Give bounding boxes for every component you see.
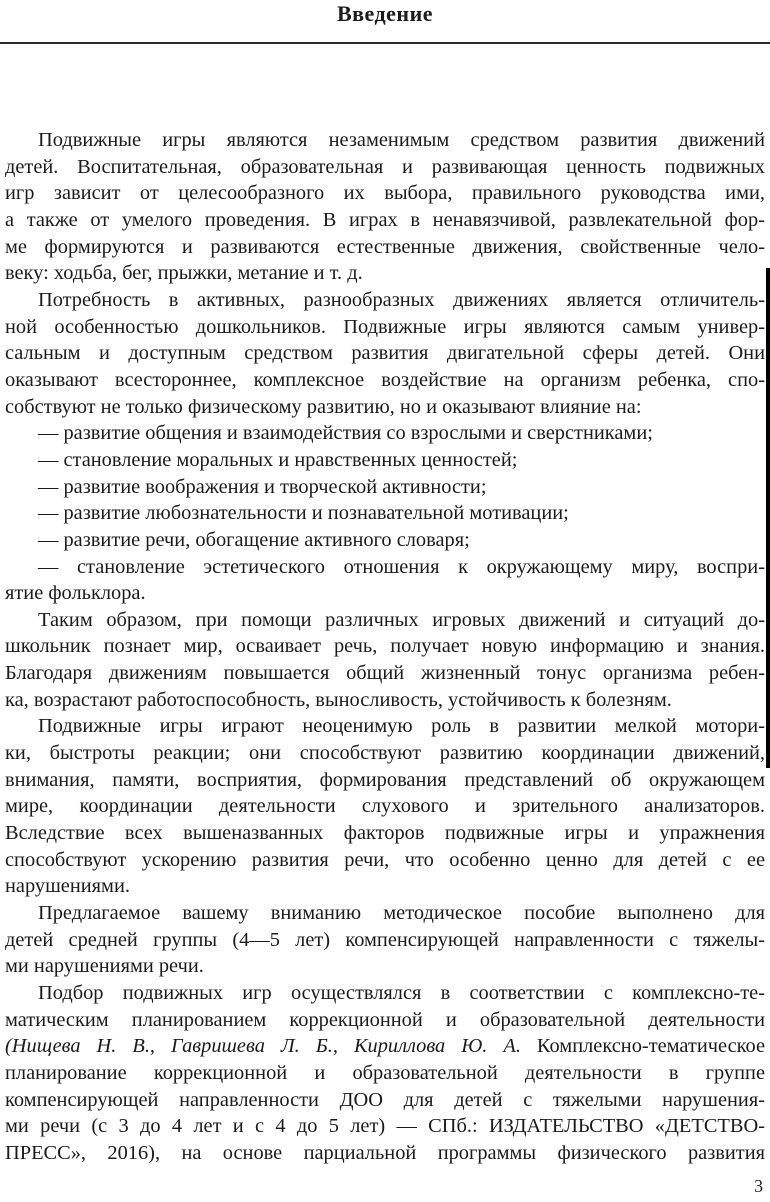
- text-run: — развитие любознательности и познавательной мотивации;: [38, 502, 569, 525]
- text-run: Потребность в активных, разнообразных движениях является отличитель-: [38, 288, 765, 311]
- text-run: — развитие речи, обогащение активного словаря;: [38, 528, 470, 551]
- text-run: игр зависит от целесообразного их выбора, правильного руководства ими,: [5, 182, 765, 205]
- text-line: [5, 367, 765, 394]
- text-line: [5, 1060, 765, 1087]
- text-line: [5, 607, 765, 634]
- text-line: [5, 260, 765, 287]
- paragraph: [5, 900, 765, 980]
- text-run: — развитие воображения и творческой активности;: [38, 475, 487, 498]
- text-run: Подвижные игры играют неоценимую роль в развитии мелкой мотори-: [38, 715, 765, 738]
- paragraph: [5, 527, 765, 554]
- text-line: [5, 847, 765, 874]
- text-run: ной особенностью дошкольников. Подвижные игры являются самым универ-: [5, 315, 765, 338]
- text-run: а также от умелого проведения. В играх в ненавязчивой, развлекательной фор-: [5, 208, 765, 231]
- text-run: ятие фольклора.: [5, 582, 146, 605]
- text-line: [5, 980, 765, 1007]
- text-line: [5, 660, 765, 687]
- text-line: [5, 180, 765, 207]
- paragraph: [5, 287, 765, 420]
- text-line: [5, 793, 765, 820]
- scan-artifact-bar: [766, 268, 770, 768]
- text-run: сальным и доступным средством развития двигательной сферы детей. Они: [5, 342, 765, 365]
- text-line: [5, 633, 765, 660]
- text-run: способствуют ускорению развития речи, что особенно ценно для детей с ее: [5, 848, 765, 871]
- text-line: [5, 527, 765, 554]
- text-line: [5, 287, 765, 314]
- text-line: [5, 554, 765, 581]
- text-line: [5, 234, 765, 261]
- text-line: [5, 474, 765, 501]
- text-line: [5, 1087, 765, 1114]
- text-run: веку: ходьба, бег, прыжки, метание и т. д.: [5, 262, 363, 285]
- text-line: [5, 1007, 765, 1034]
- text-body: [0, 127, 770, 1167]
- text-line: [5, 420, 765, 447]
- text-line: [5, 1140, 765, 1167]
- header-rule: [0, 42, 770, 44]
- text-run: — становление эстетического отношения к окружающему миру, воспри-: [38, 555, 765, 578]
- page-title: Введение: [336, 1, 434, 26]
- text-line: [5, 927, 765, 954]
- text-run: Благодаря движениям повышается общий жизненный тонус организма ребен-: [5, 662, 765, 685]
- citation-authors: (Нищева Н. В., Гавришева Л. Б., Кириллова Ю. А.: [5, 1035, 521, 1058]
- text-line: [5, 873, 765, 900]
- text-run: матическим планированием коррекционной и образовательной деятельности: [5, 1008, 765, 1031]
- text-run: Комплексно-тематическое: [520, 1035, 765, 1058]
- text-run: Предлагаемое вашему вниманию методическое пособие выполнено для: [38, 902, 765, 925]
- paragraph: [5, 607, 765, 714]
- text-run: Вследствие всех вышеназванных факторов подвижные игры и упражнения: [5, 822, 765, 845]
- paragraph: [5, 420, 765, 447]
- text-line: [5, 207, 765, 234]
- text-line: [5, 953, 765, 980]
- text-line: [5, 687, 765, 714]
- text-run: — становление моральных и нравственных ценностей;: [38, 448, 518, 471]
- text-line: [5, 447, 765, 474]
- paragraph: [5, 474, 765, 501]
- text-run: ми нарушениями речи.: [5, 955, 204, 978]
- page-number: 3: [754, 1176, 763, 1196]
- text-line: [5, 580, 765, 607]
- text-run: ка, возрастают работоспособность, выносливость, устойчивость к болезням.: [5, 688, 672, 711]
- paragraph: [5, 447, 765, 474]
- text-line: [5, 394, 765, 421]
- text-line: [5, 740, 765, 767]
- text-line: [5, 500, 765, 527]
- text-run: оказывают всестороннее, комплексное воздействие на организм ребенка, спо-: [5, 368, 765, 391]
- text-line: [5, 820, 765, 847]
- text-line: [5, 340, 765, 367]
- paragraph: [5, 713, 765, 900]
- text-line: [5, 154, 765, 181]
- text-line: [5, 1033, 765, 1060]
- text-run: Подбор подвижных игр осуществлялся в соответствии с комплексно-те-: [38, 982, 765, 1004]
- text-run: Таким образом, при помощи различных игровых движений и ситуаций до-: [38, 608, 765, 631]
- text-line: [5, 767, 765, 794]
- text-run: нарушениями.: [5, 875, 130, 898]
- paragraph: [5, 980, 765, 1167]
- text-line: [5, 314, 765, 341]
- text-run: собствуют не только физическому развитию, но и оказывают влияние на:: [5, 395, 642, 418]
- text-run: детей. Воспитательная, образовательная и развивающая ценность подвижных: [5, 155, 765, 178]
- text-run: ПРЕСС», 2016), на основе парциальной программы физического развития: [5, 1141, 765, 1164]
- text-run: ки, быстроты реакции; они способствуют развитию координации движений,: [5, 742, 765, 765]
- paragraph: [5, 554, 765, 607]
- text-run: ме формируются и развиваются естественные движения, свойственные чело-: [5, 235, 765, 258]
- text-run: компенсирующей направленности ДОО для детей с тяжелыми нарушения-: [5, 1088, 765, 1111]
- text-run: планирование коррекционной и образовательной деятельности в группе: [5, 1061, 765, 1084]
- paragraph: [5, 127, 765, 287]
- text-run: внимания, памяти, восприятия, формирования представлений об окружающем: [5, 768, 765, 791]
- text-line: [5, 900, 765, 927]
- text-run: мире, координации деятельности слухового и зрительного анализаторов.: [5, 795, 765, 818]
- text-run: детей средней группы (4—5 лет) компенсирующей направленности с тяжелы-: [5, 928, 765, 951]
- text-line: [5, 713, 765, 740]
- text-run: ми речи (с 3 до 4 лет и с 4 до 5 лет) — СПб.: ИЗДАТЕЛЬСТВО «ДЕТСТВО-: [5, 1115, 765, 1138]
- text-run: Подвижные игры являются незаменимым средством развития движений: [38, 129, 765, 151]
- paragraph: [5, 500, 765, 527]
- text-line: [5, 127, 765, 154]
- text-run: — развитие общения и взаимодействия со взрослыми и сверстниками;: [38, 422, 653, 445]
- text-line: [5, 1113, 765, 1140]
- text-run: школьник познает мир, осваивает речь, получает новую информацию и знания.: [5, 635, 765, 658]
